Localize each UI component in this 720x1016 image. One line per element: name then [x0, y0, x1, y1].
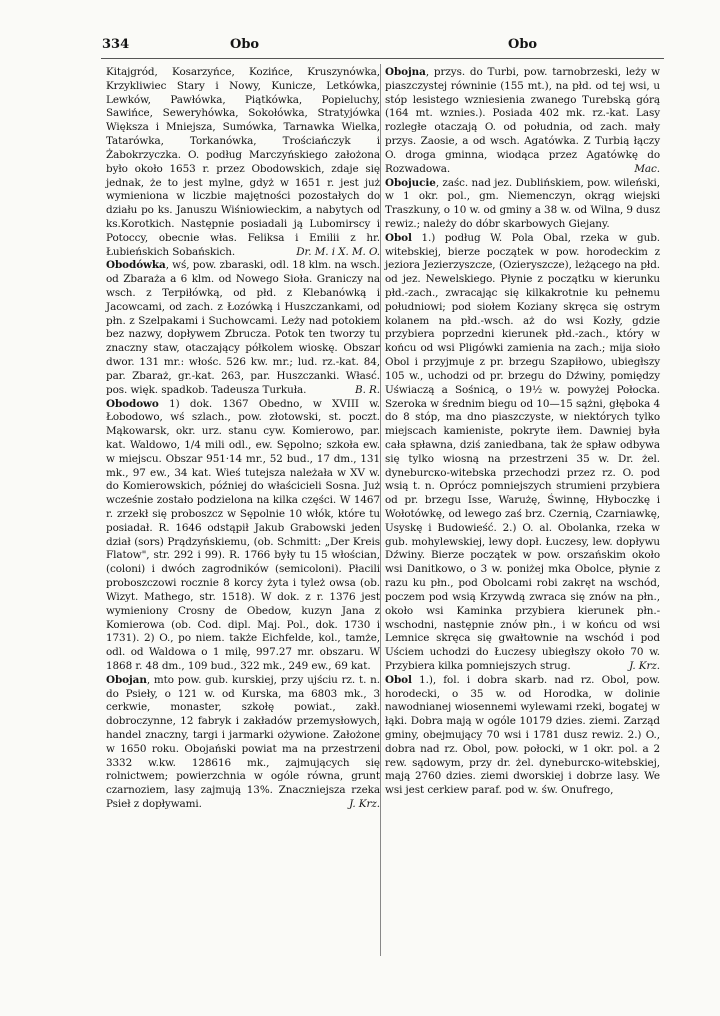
entry-headword: Obojan — [106, 673, 147, 686]
entry-text: , mto pow. gub. kurskiej, przy ujściu rz. t. n. do Psieły, o 121 w. od Kurska, ma 6803 mk., 3 cerkwie, monaster, szkołę powiat., zakł. dobroczynne, 12 fabryk i zakładów przemysłowych, handel znaczny, targi i jarmarki ożywione. Założone w 1650 roku. Obojański powiat ma na przestrzeni 3332 w.kw. 128616 mk., zajmujących się rolnictwem; powierzchnia w ogóle równa, grunt czarnoziem, lasy zajmują 13%. Znaczniejsza rzeka Psieł z dopływami. — [106, 673, 380, 811]
entry-obojan — [106, 674, 380, 812]
entry-signature: Dr. M. i X. M. O. — [296, 245, 380, 258]
entry-headword: Obodówka — [106, 259, 166, 272]
entry-headword: Obodowo — [106, 397, 159, 410]
page-header — [102, 37, 662, 55]
entry-signature: J. Krz. — [629, 659, 660, 672]
entry-headword: Obol — [385, 231, 412, 244]
entry-text: Kitajgród, Kosarzyńce, Kozińce, Kruszynówka, Krzykliwiec Stary i Nowy, Kunicze, Letkówka, Lewków, Pawłówka, Piątkówka, Popieluchy, Sawińce, Seweryhówka, Sokołówka, Stratyjówka Większa i Mniejsza, Sumówka, Tarnawka Wielka, Tatarówka, Torkanówka, Trościańczyk i Żabokrzyczka. O. podług Marczyńskiego założona było około 1653 r. przez Obodowskich, zdaje się jednak, że to jest mylne, gdyż w 1651 r. jest już wymieniona w liczbie majętności pozostałych do działu po ks. Januszu Wiśniowieckim, a nabytych od ks.Korotkich. Następnie posiadali ją Lubomirscy i Potoccy, obecnie włas. Feliksa i Emilii z hr. Łubieńskich Sobańskich. — [106, 66, 380, 258]
entry-signature: Mac. — [634, 162, 660, 175]
entry-obojna — [385, 66, 660, 177]
page-number: 334 — [102, 37, 130, 52]
entry-text: , wś, pow. zbaraski, odl. 18 klm. na wsch. od Zbaraża a 6 klm. od Nowego Sioła. Graniczy na wsch. z Terpiłówką, od płd. z Klebanówką i Jacowcami, od zach. z Łozówką i Huszczankami, od płn. z Szelpakami i Suchowcami. Leży nad potokiem bez nazwy, dopływem Zbrucza. Potok ten tworzy tu znaczny staw, otaczający półkolem wioskę. Obszar dwor. 131 mr.: włośc. 526 kw. mr.; lud. rz.-kat. 84, par. Zbaraż, gr.-kat. 263, par. Huszczanki. Własć. pos. więk. spadkob. Tadeusza Turkuła. — [106, 259, 380, 396]
entry-obodowka — [106, 259, 380, 397]
right-column — [385, 66, 660, 798]
entry-text: 1.) podług W. Pola Obal, rzeka w gub. witebskiej, bierze początek w pow. horodeckim z jeziora Jezierzyszcze, (Ozieryszcze), leżącego na płd. od jez. Newelskiego. Płynie z początku w kierunku płd.-zach., zwracając się kilkakrotnie ku pełnemu południowi; pod siołem Koziany skręca się ostrym kolanem na płd.-wsch. aż do wsi Kozły, gdzie przybiera poprzedni kierunek płd.-zach., który w końcu od wsi Pligówki zamienia na zach.; mija sioło Obol i przyjmuje z pr. brzegu Szapiłowo, ubiegłszy 105 w., uchodzi od pr. brzegu do Dźwiny, pomiędzy Uświaczą a Sośnicą, o 19½ w. powyżej Połocka. Szeroka w średnim biegu od 10—15 sążni, głęboka 4 do 8 stóp, ma dno piaszczyste, w niektórych tylko miejscach kamieniste, pokryte iłem. Dawniej była cała spławna, dziś zaniedbana, tak że spław odbywa się tylko wiosną na przestrzeni 35 w. Dr. żel. dyneburско-witebska przechodzi przez rz. O. pod wsią t. n. Oprócz pomniejszych strumieni przybiera od pr. brzegu Isse, Warużę, Świnnę, Hłyboczkę i Wołotówkę, od lewego zaś brz. Czernią, Czarniawkę, Usyskę i Budowieść. 2.) O. al. Obolanka, rzeka w gub. mohylewskiej, lewy dopł. Łuczesy, lew. dopływu Dźwiny. Bierze początek w pow. orszańskim około wsi Danitkowo, o 3 w. poniżej mka Obolce, płynie z razu ku płn., pod Obolcami robi zakręt na wschód, poczem pod wsią Krzywdą zwraca się znów na płn., około wsi Kaminka przybiera kierunek płn.-wschodni, następnie znów płn., i w końcu od wsi Lemnice skręca się gwałtownie na wschód i pod Uściem uchodzi do Łuczesy ubiegłszy około 70 w. Przybiera kilka pomniejszych strug. — [385, 231, 660, 672]
entry-obol-estate — [385, 674, 660, 798]
entry-text: 1.), fol. i dobra skarb. nad rz. Obol, pow. horodecki, o 35 w. od Horodka, w dolinie nawodnianej wiosennemi wylewami rzeki, bogatej w łąki. Dobra mają w ogóle 10179 dzies. ziemi. Zarząd gminy, obejmujący 70 wsi i 1781 dusz rewiz. 2.) O., dobra nad rz. Obol, pow. połocki, w 1 okr. pol. a 2 rew. sądowym, przy dr. żel. dyneburско-witebskiej, mają 2760 dzies. ziemi dworskiej i dobrze lasy. We wsi jest cerkiew paraf. pod w. św. Onufrego, — [385, 673, 660, 797]
left-column — [106, 66, 380, 812]
entry-text: 1) dok. 1367 Obedno, w XVIII w. Łobodowo, wś szlach., pow. złotowski, st. poczt. Mąkowarsk, okr. urz. stanu cyw. Komierowo, par. kat. Waldowo, 1/4 mili odl., ew. Sępolno; szkoła ew. w miejscu. Obszar 951·14 mr., 52 bud., 17 dm., 131 mk., 97 ew., 34 kat. Wieś tutejsza należała w XV w. do Komierowskich, później do właścicieli Sosna. Już wcześnie zostało podzielona na kilka części. W 1467 r. zrzekł się proboszcz w Sępolnie 10 włók, które tu posiadał. R. 1646 odstąpił Jakub Grabowski jeden dział (sors) Prądzyńskiemu, (ob. Schmitt: „Der Kreis Flatow", str. 292 i 99). R. 1766 były tu 15 włościan, (coloni) i dwóch zagrodników (semicoloni). Płacili proboszczowi rocznie 8 korcy żyta i tyleż owsa (ob. Wizyt. Mathego, str. 1518). W dok. z r. 1376 jest wymieniony Crosny de Obedow, kuzyn Jana z Komierowa (ob. Cod. dipl. Maj. Pol., dok. 1730 i 1731). 2) O., po niem. także Eichfelde, kol., tamże, odl. od Waldowa o 1 milę, 997.27 mr. obszaru. W 1868 r. 48 dm., 109 bud., 322 mk., 249 ew., 69 kat. — [106, 397, 380, 672]
entry-headword: Obojucie — [385, 176, 436, 189]
entry-text: , zaśc. nad jez. Dublińskiem, pow. wileński, w 1 okr. pol., gm. Niemenczyn, okrąg wiejski Traszkuny, o 10 w. od gminy a 38 w. od Wilna, 9 dusz rewiz.; należy do dóbr skarbowych Giejany. — [385, 176, 660, 230]
left-running-head: Obo — [230, 37, 260, 52]
entry-obojucie — [385, 177, 660, 232]
entry-obol-river — [385, 232, 660, 674]
right-running-head: Obo — [508, 37, 538, 52]
entry-continuation — [106, 66, 380, 259]
entry-obodowo — [106, 398, 380, 674]
entry-headword: Obojna — [385, 66, 426, 78]
header-rule — [101, 58, 664, 59]
entry-headword: Obol — [385, 673, 412, 686]
entry-signature: J. Krz. — [349, 798, 380, 811]
entry-text: , przys. do Turbi, pow. tarnobrzeski, leży w piaszczystej równinie (155 mt.), na płd. od tej wsi, u stóp lesistego wzniesienia zwanego Turebską górą (164 mt. wznies.). Posiada 402 mk. rz.-kat. Lasy rozległe otaczają O. od południa, od zach. mały przys. Zaosie, a od wsch. Agatówka. Z Turbią łączy O. droga gminna, wiodąca przez Agatówkę do Rozwadowa. — [385, 66, 660, 175]
column-divider — [380, 64, 381, 956]
entry-signature: B. R. — [355, 383, 380, 396]
